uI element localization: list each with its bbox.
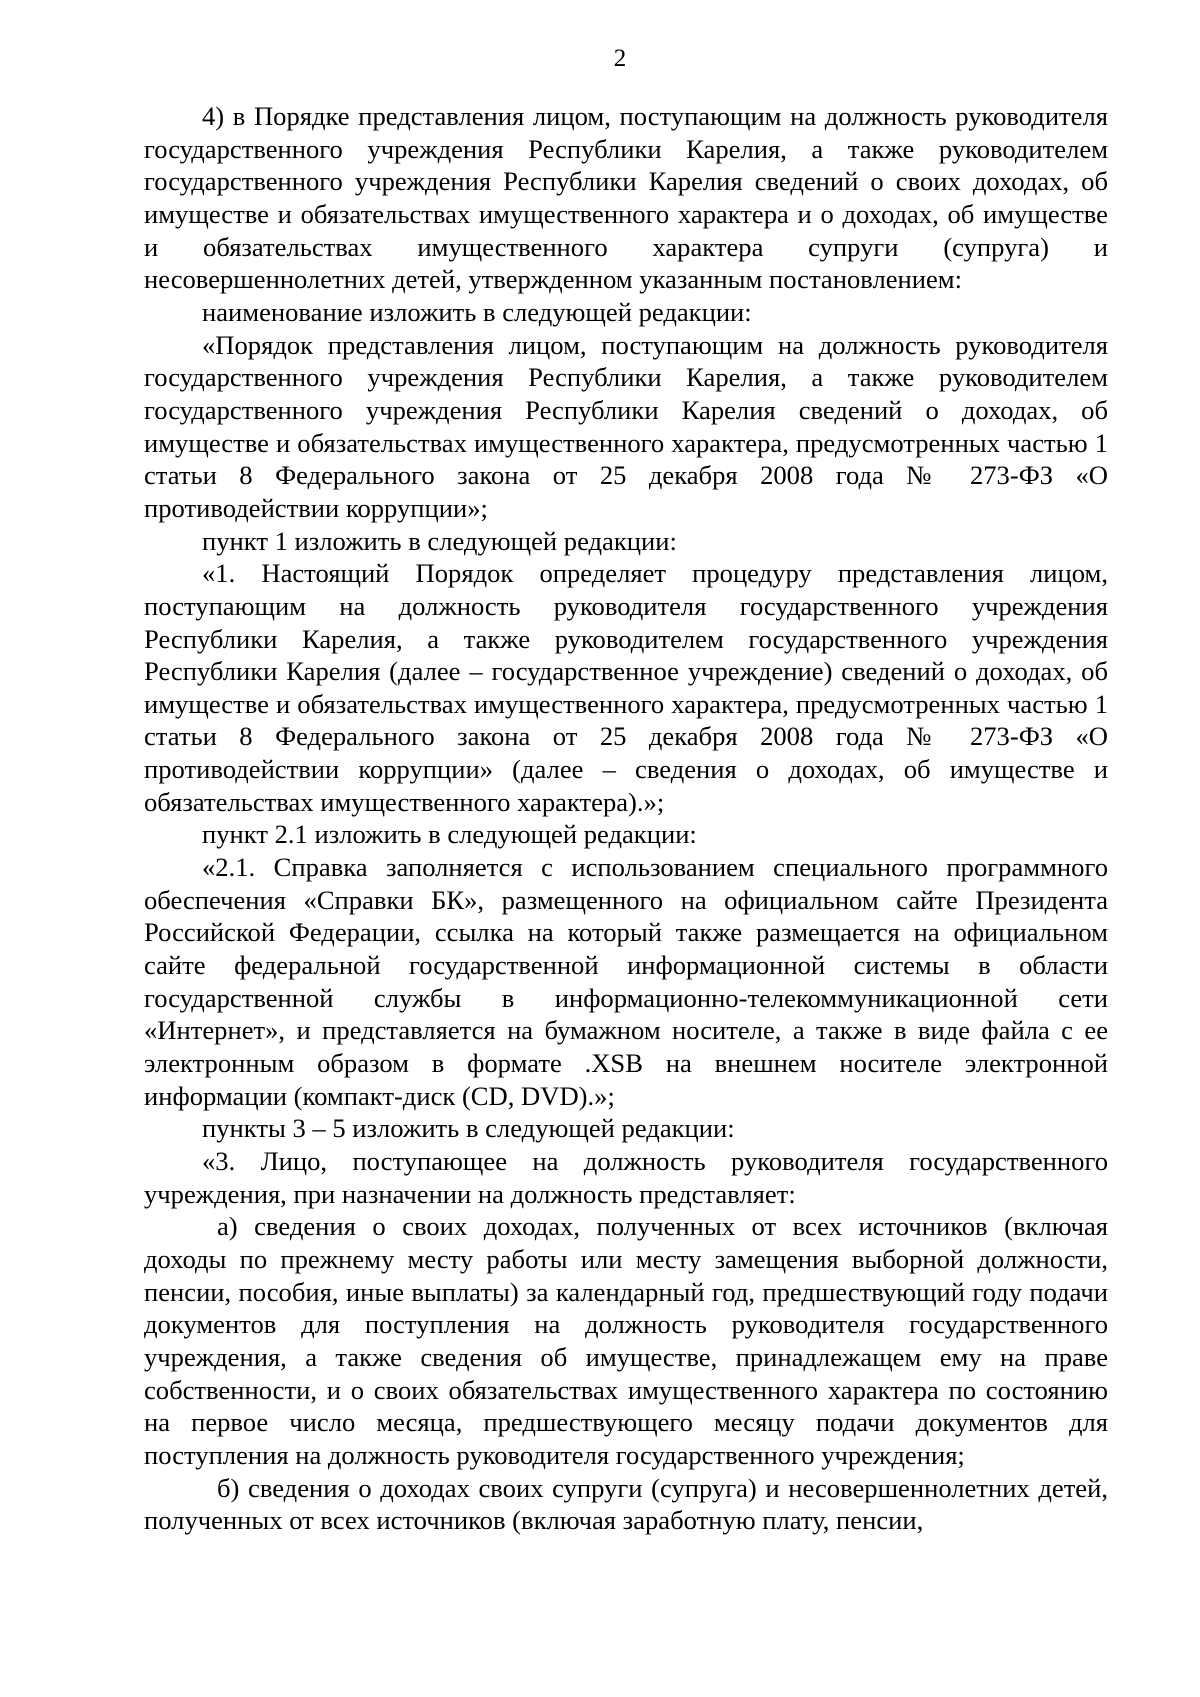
paragraph-item-4: 4) в Порядке представления лицом, поступающим на должность руководителя государственного учреждения Республики Карелия, а также руководителем государственного учреждения Республики Карелия сведений о своих доходах, об имуществе и обязательствах имущественного характера и о доходах, об имуществе и обязательствах имущественного характера супруги (супруга) и несовершеннолетних детей, утвержденном указанным постановлением: [144,101,1108,295]
paragraph-point-2-1-instruction: пункт 2.1 изложить в следующей редакции: [202,819,697,850]
paragraph-point-2-1-text: «2.1. Справка заполняется с использованием специального программного обеспечения «Справки БК», размещенного на официальном сайте Президента Российской Федерации, ссылка на который также размещается на официальном сайте федеральной государственной информационной системы в области государственной службы в информационно-телекоммуникационной сети «Интернет», и представляется на бумажном носителе, а также в виде файла с ее электронным образом в формате .XSB на внешнем носителе электронной информации (компакт-диск (CD, DVD).»; [144,852,1108,1111]
paragraph-subpoint-b: б) сведения о доходах своих супруги (супруга) и несовершеннолетних детей, полученных от всех источников (включая заработную плату, пенсии, [144,1472,1108,1536]
paragraph-point-1-text: «1. Настоящий Порядок определяет процедуру представления лицом, поступающим на должность руководителя государственного учреждения Республики Карелия, а также руководителем государственного учреждения Республики Карелия (далее – государственное учреждение) сведений о доходах, об имуществе и обязательствах имущественного характера, предусмотренных частью 1 статьи 8 Федерального закона от 25 декабря 2008 года № 273-ФЗ «О противодействии коррупции» (далее – сведения о доходах, об имуществе и обязательствах имущественного характера).»; [144,558,1108,817]
document-body [144,100,1108,1537]
paragraph-point-3-text: «3. Лицо, поступающее на должность руководителя государственного учреждения, при назначении на должность представляет: [144,1146,1108,1209]
paragraph-new-title: «Порядок представления лицом, поступающим на должность руководителя государственного учреждения Республики Карелия, а также руководителем государственного учреждения Республики Карелия сведений о доходах, об имуществе и обязательствах имущественного характера, предусмотренных частью 1 статьи 8 Федерального закона от 25 декабря 2008 года № 273-ФЗ «О противодействии коррупции»; [144,329,1108,523]
paragraph-point-1-instruction: пункт 1 изложить в следующей редакции: [202,525,677,556]
paragraph-points-3-5-instruction: пункты 3 – 5 изложить в следующей редакции: [202,1113,735,1144]
paragraph-subpoint-a: а) сведения о своих доходах, полученных от всех источников (включая доходы по прежнему месту работы или месту замещения выборной должности, пенсии, пособия, иные выплаты) за календарный год, предшествующий году подачи документов для поступления на должность руководителя государственного учреждения, а также сведения об имуществе, принадлежащем ему на праве собственности, и о своих обязательствах имущественного характера по состоянию на первое число месяца, предшествующего месяцу подачи документов для поступления на должность руководителя государственного учреждения; [144,1211,1108,1470]
paragraph-title-instruction: наименование изложить в следующей редакции: [202,296,752,327]
page-number: 2 [613,45,627,72]
